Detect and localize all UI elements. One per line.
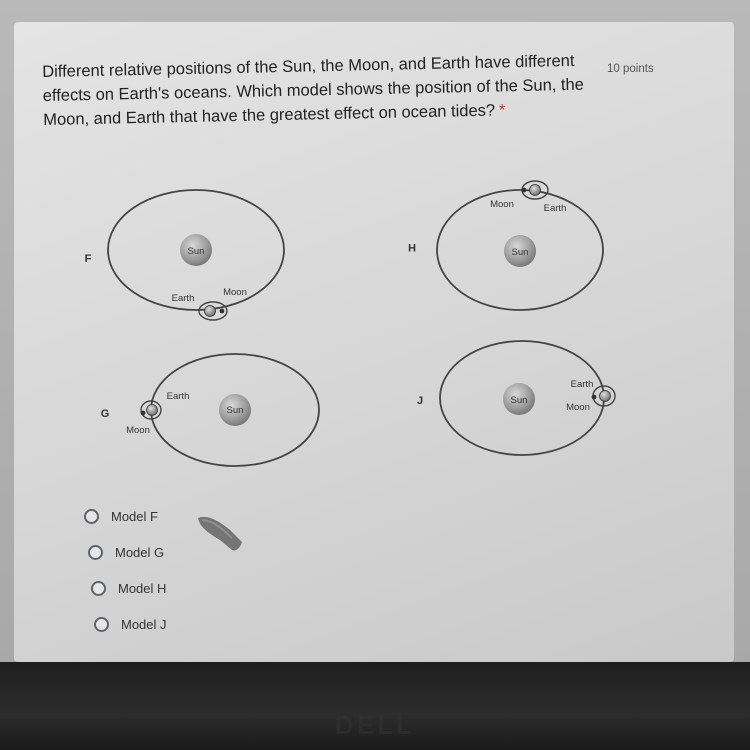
model-h-earth bbox=[530, 185, 541, 196]
model-j bbox=[417, 341, 615, 455]
option-label: Model G bbox=[115, 545, 165, 560]
model-f-moon bbox=[220, 309, 225, 314]
model-f bbox=[85, 190, 284, 320]
radio-model-j[interactable] bbox=[94, 617, 109, 632]
model-j-earth-label: Earth bbox=[570, 379, 594, 390]
question-body: Different relative positions of the Sun, the Moon, and Earth have different effects on Earth's oceans. Which model shows the position of the Sun, the Moon, and Earth that have the greatest effect on ocean tides? bbox=[42, 51, 585, 129]
required-asterisk: * bbox=[498, 101, 506, 120]
model-f-earth bbox=[205, 306, 216, 317]
model-g-earth bbox=[147, 405, 158, 416]
model-j-earth bbox=[600, 391, 611, 402]
model-j-letter: J bbox=[416, 395, 424, 407]
radio-model-f[interactable] bbox=[84, 509, 99, 524]
model-h bbox=[408, 181, 603, 310]
model-g-sun-label: Sun bbox=[226, 405, 244, 416]
model-h-moon-label: Moon bbox=[490, 199, 514, 210]
model-g-earth-label: Earth bbox=[166, 391, 190, 402]
model-f-moon-label: Moon bbox=[223, 287, 247, 298]
model-h-earth-label: Earth bbox=[543, 203, 567, 214]
option-label: Model H bbox=[118, 581, 167, 596]
model-f-sun-label: Sun bbox=[187, 246, 205, 257]
model-j-moon-label: Moon bbox=[566, 402, 590, 413]
model-g bbox=[101, 354, 319, 466]
option-label: Model J bbox=[121, 617, 167, 632]
option-model-h[interactable] bbox=[91, 581, 166, 596]
model-j-sun-label: Sun bbox=[510, 395, 528, 406]
model-h-sun-label: Sun bbox=[511, 247, 529, 258]
pen-reflection-icon bbox=[196, 512, 246, 556]
model-f-earth-label: Earth bbox=[171, 293, 195, 304]
model-h-moon bbox=[522, 188, 527, 193]
radio-model-g[interactable] bbox=[88, 545, 103, 560]
radio-model-h[interactable] bbox=[91, 581, 106, 596]
model-g-letter: G bbox=[100, 408, 110, 420]
option-label: Model F bbox=[111, 509, 158, 524]
model-f-letter: F bbox=[84, 253, 92, 265]
option-model-f[interactable] bbox=[84, 509, 158, 524]
option-model-j[interactable] bbox=[94, 617, 167, 632]
model-g-moon-label: Moon bbox=[126, 425, 150, 436]
option-model-g[interactable] bbox=[88, 545, 164, 560]
device-brand-logo: DELL bbox=[335, 710, 415, 740]
model-h-letter: H bbox=[408, 241, 416, 253]
model-g-moon bbox=[141, 411, 146, 416]
points-label: 10 points bbox=[607, 63, 654, 75]
model-j-moon bbox=[592, 395, 597, 400]
